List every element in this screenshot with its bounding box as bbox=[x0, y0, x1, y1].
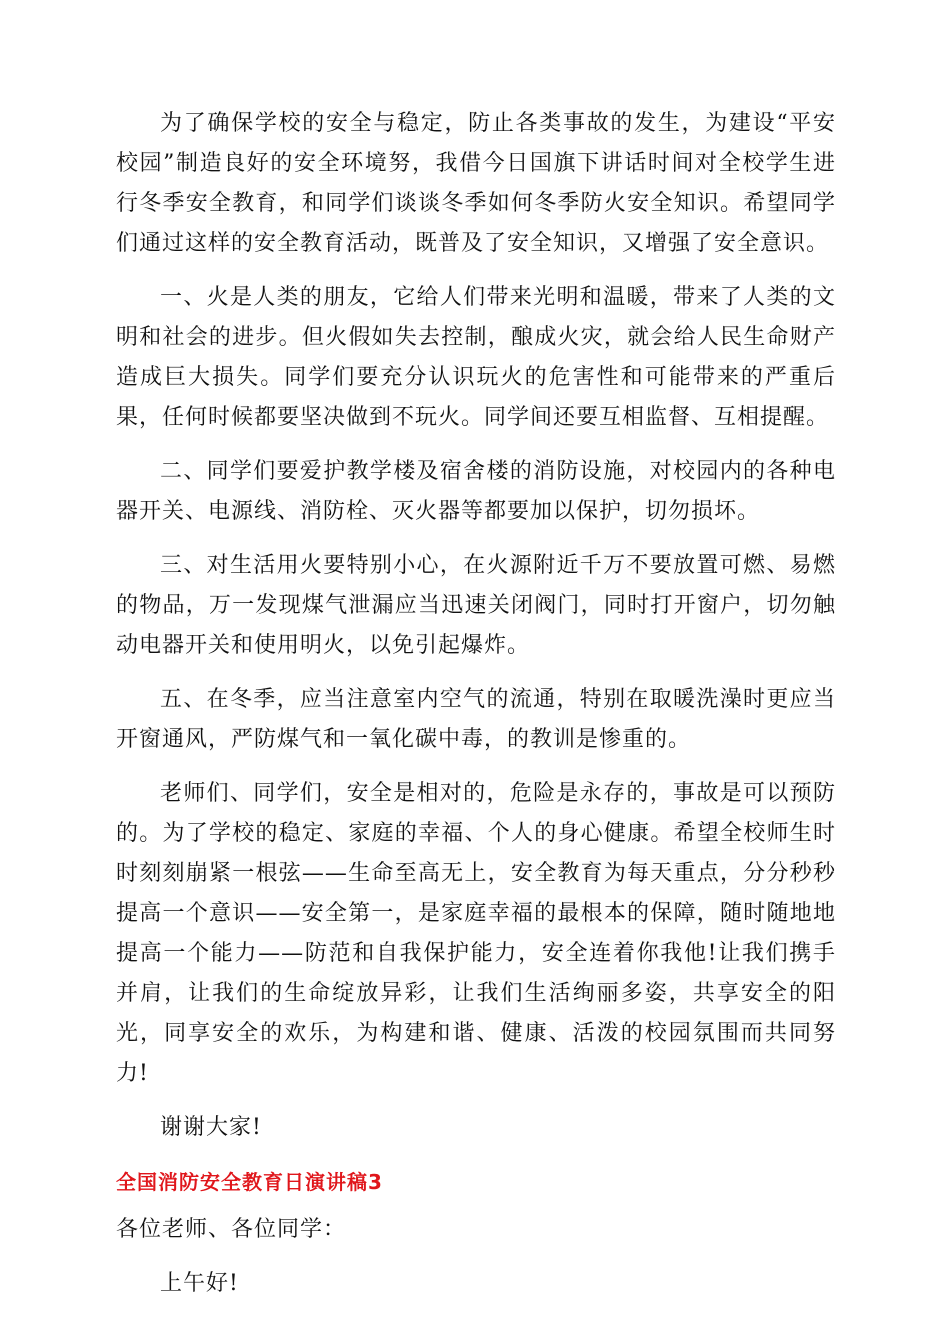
paragraph-thanks: 谢谢大家! bbox=[160, 1115, 262, 1140]
section-heading: 全国消防安全教育日演讲稿3 bbox=[116, 1170, 383, 1194]
paragraph-conclusion: 老师们、同学们，安全是相对的，危险是永存的，事故是可以预防的。为了学校的稳定、家庭的幸福、个人的身心健康。希望全校师生时时刻刻崩紧一根弦——生命至高无上，安全教育为每天重点，分分秒秒提高一个意识——安全第一，是家庭幸福的最根本的保障，随时随地地提高一个能力——防范和自我保护能力，安全连着你我他!让我们携手并肩，让我们的生命绽放异彩，让我们生活绚丽多姿，共享安全的阳光，同享安全的欢乐，为构建和谐、健康、活泼的校园氛围而共同努力! bbox=[116, 781, 836, 1086]
paragraph-intro: 为了确保学校的安全与稳定，防止各类事故的发生，为建设“平安校园”制造良好的安全环境努，我借今日国旗下讲话时间对全校学生进行冬季安全教育，和同学们谈谈冬季如何冬季防火安全知识。希望同学们通过这样的安全教育活动，既普及了安全知识，又增强了安全意识。 bbox=[116, 111, 836, 256]
salutation: 各位老师、各位同学： bbox=[116, 1217, 347, 1242]
paragraph-point-one: 一、火是人类的朋友，它给人们带来光明和温暖，带来了人类的文明和社会的进步。但火假如失去控制，酿成火灾，就会给人民生命财产造成巨大损失。同学们要充分认识玩火的危害性和可能带来的严重后果，任何时候都要坚决做到不玩火。同学间还要互相监督、互相提醒。 bbox=[116, 285, 836, 430]
document-body bbox=[116, 104, 836, 1318]
paragraph-point-three: 三、对生活用火要特别小心，在火源附近千万不要放置可燃、易燃的物品，万一发现煤气泄漏应当迅速关闭阀门，同时打开窗户，切勿触动电器开关和使用明火，以免引起爆炸。 bbox=[116, 553, 836, 658]
paragraph-point-five: 五、在冬季，应当注意室内空气的流通，特别在取暖洗澡时更应当开窗通风，严防煤气和一氧化碳中毒，的教训是惨重的。 bbox=[116, 687, 836, 752]
greeting: 上午好! bbox=[160, 1271, 239, 1296]
paragraph-point-two: 二、同学们要爱护教学楼及宿舍楼的消防设施，对校园内的各种电器开关、电源线、消防栓、灭火器等都要加以保护，切勿损坏。 bbox=[116, 459, 836, 524]
